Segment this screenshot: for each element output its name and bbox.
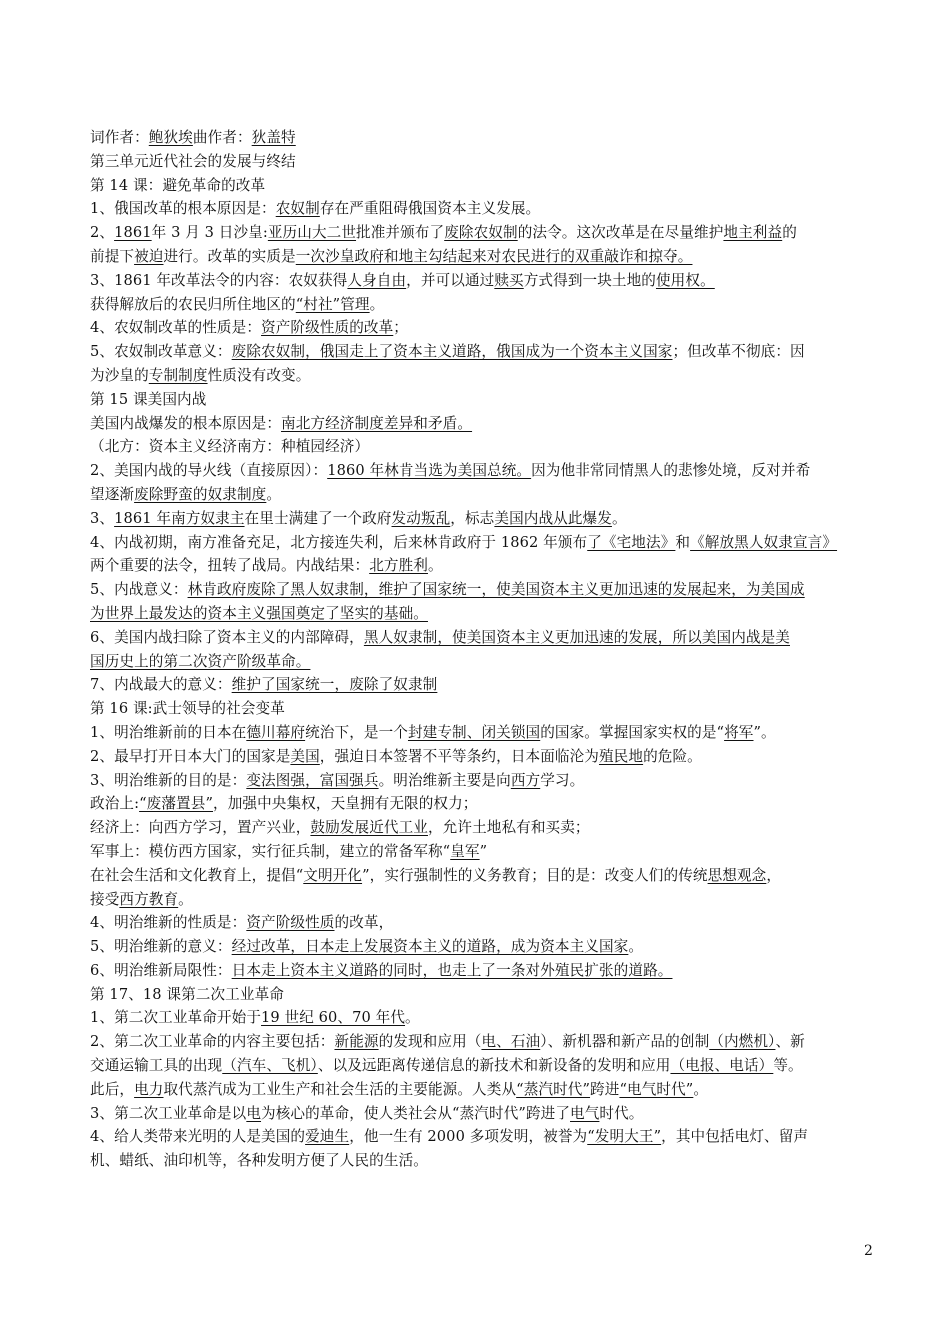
text-line [90, 673, 874, 697]
text-line [90, 911, 874, 935]
text-segment: ，强迫日本签署不平等条约，日本面临沦为 [319, 747, 599, 765]
underlined-answer: 林肯政府废除了黑人奴隶制，维护了国家统一，使美国资本主义更加迅速的发展起来，为美国成 [187, 581, 805, 599]
text-line [90, 340, 874, 364]
text-line [90, 412, 874, 436]
text-segment: 交通运输工具的出现 [90, 1057, 223, 1075]
text-line [90, 435, 874, 459]
underlined-answer: 封建专制、闭关锁国 [407, 723, 541, 741]
text-segment: 和 [675, 533, 691, 551]
text-segment: 存在严重阻碍俄国资本主义发展。 [319, 200, 541, 218]
text-segment: 军事上：模仿西方国家，实行征兵制，建立的常备军称“ [90, 842, 451, 860]
text-segment: 的国家。掌握国家实权的是“ [540, 723, 725, 741]
text-segment: 。 [611, 509, 627, 527]
underlined-answer: 皇军 [450, 842, 480, 860]
underlined-answer: 1860 年林肯当选为美国总统。 [327, 462, 532, 480]
text-line [90, 935, 874, 959]
text-segment: ，并可以通过 [406, 271, 495, 289]
underlined-answer: 美国内战从此爆发 [494, 509, 612, 527]
text-line [90, 1078, 874, 1102]
text-line [90, 626, 874, 650]
text-segment: ， [766, 866, 782, 884]
text-segment: ；但改革不彻底：因 [672, 343, 805, 361]
text-segment: 在里士满建了一个政府 [244, 509, 392, 527]
text-segment: ” [479, 842, 488, 860]
text-segment: 、新 [775, 1033, 805, 1051]
text-line [90, 221, 874, 245]
text-line [90, 197, 874, 221]
text-segment: 、以及远距离传递信息的新技术和新设备的发明和应用 [317, 1057, 671, 1075]
text-segment: 望逐渐 [90, 485, 135, 503]
text-segment: （北方：资本主义经济南方：种植园经济） [90, 438, 370, 456]
text-line [90, 507, 874, 531]
text-segment: 为核心的革命，使人类社会从“蒸汽时代”跨进了 [261, 1104, 571, 1122]
text-segment: 词作者： [90, 129, 149, 146]
text-segment: 4、给人类带来光明的人是美国的 [90, 1128, 306, 1146]
underlined-answer: 黑人奴隶制，使美国资本主义更加迅速的发展，所以美国内战是美 [363, 628, 790, 646]
underlined-answer: 电力 [134, 1080, 164, 1098]
text-segment: 。 [266, 485, 282, 503]
text-segment: 第三单元近代社会的发展与终结 [90, 152, 296, 170]
underlined-answer: 废除野蛮的奴隶制度 [134, 485, 267, 503]
text-line [90, 840, 874, 864]
text-segment: 经济上：向西方学习，置产兴业， [90, 819, 311, 837]
underlined-answer: 被迫 [134, 247, 164, 265]
text-line [90, 792, 874, 816]
underlined-answer: 鼓励发展近代工业 [310, 819, 428, 837]
text-segment: 5、农奴制改革意义： [90, 343, 232, 361]
text-segment: 两个重要的法令，扭转了战局。内战结果： [90, 557, 370, 575]
text-line [90, 959, 874, 983]
text-segment: 美国内战爆发的根本原因是： [90, 414, 282, 432]
underlined-answer: 鲍狄埃 [148, 129, 193, 146]
text-line [90, 888, 874, 912]
underlined-answer: 美国 [290, 747, 320, 765]
text-segment: 曲作者： [192, 129, 252, 146]
text-segment: 第 17、18 课第二次工业革命 [90, 985, 284, 1003]
text-segment: ”。 [753, 723, 776, 741]
underlined-answer: 南北方经济制度差异和矛盾。 [281, 414, 473, 432]
text-segment: ，他一生有 2000 多项发明，被誉为 [349, 1128, 588, 1146]
page-number: 2 [864, 1243, 873, 1259]
text-segment: 取代蒸汽成为工业生产和社会生活的主要能源。人类从 [163, 1080, 517, 1098]
underlined-answer: 电 [246, 1104, 262, 1122]
underlined-answer: 电、石油 [481, 1033, 541, 1051]
text-segment: ； [393, 319, 408, 337]
text-segment: 方式得到一块土地的 [523, 271, 656, 289]
text-segment: 。 [693, 1080, 709, 1098]
underlined-answer: 《解放黑人奴隶宣言》 [690, 533, 838, 551]
text-line [90, 1054, 874, 1078]
text-line [90, 531, 874, 555]
text-line [90, 1030, 874, 1054]
text-segment: 统治下，是一个 [305, 723, 408, 741]
underlined-answer: 日本走上资本主义道路的同时，也走上了一条对外殖民扩张的道路。 [231, 961, 673, 979]
underlined-answer: （内燃机） [709, 1033, 776, 1051]
text-segment: 2、第二次工业革命的内容主要包括： [90, 1033, 335, 1051]
text-line [90, 1149, 874, 1173]
text-segment: 前提下 [90, 247, 135, 265]
text-segment: 为沙皇的 [90, 366, 149, 384]
text-line [90, 578, 874, 602]
text-line [90, 293, 874, 317]
text-line [90, 126, 874, 150]
underlined-answer: “电气时代” [619, 1080, 694, 1098]
text-line [90, 1125, 874, 1149]
text-segment: 4、农奴制改革的性质是： [90, 319, 262, 337]
text-segment: ，允许土地私有和买卖； [427, 819, 590, 837]
underlined-answer: 将军 [724, 723, 754, 741]
text-segment: 2、 [90, 224, 115, 242]
text-line [90, 245, 874, 269]
text-segment: 5、内战意义： [90, 581, 188, 599]
underlined-answer: 人身自由 [347, 271, 407, 289]
text-segment: ，标志 [450, 509, 495, 527]
text-segment: 1、明治维新前的日本在 [90, 723, 247, 741]
underlined-answer: 北方胜利 [369, 557, 428, 575]
underlined-answer: 文明开化 [303, 866, 363, 884]
text-line [90, 269, 874, 293]
underlined-answer: 一次沙皇政府和地主勾结起来对农民进行的双重敲诈和掠夺。 [295, 247, 693, 265]
text-segment: 6、美国内战扫除了资本主义的内部障碍， [90, 628, 364, 646]
text-segment: 批准并颁布了 [356, 224, 445, 242]
text-line [90, 602, 874, 626]
text-segment: 。 [628, 938, 644, 956]
text-segment: 3、明治维新的目的是： [90, 771, 247, 789]
text-segment: 的危险。 [643, 747, 702, 765]
text-segment: 跨进 [590, 1080, 620, 1098]
text-line [90, 364, 874, 388]
underlined-answer: 西方教育 [119, 890, 179, 908]
text-segment: 1、第二次工业革命开始于 [90, 1009, 262, 1027]
text-line [90, 150, 874, 174]
text-segment: 3、第二次工业革命是以 [90, 1104, 247, 1122]
document-body [90, 126, 874, 1173]
text-segment: 的改革， [334, 914, 394, 932]
underlined-answer: 地主利益 [723, 224, 783, 242]
underlined-answer: 爱迪生 [305, 1128, 350, 1146]
text-segment: 时代。 [599, 1104, 644, 1122]
underlined-answer: 亚历山大二世 [267, 224, 357, 242]
underlined-answer: 资产阶级性质的改革 [261, 319, 394, 337]
text-segment: 在社会生活和文化教育上，提倡“ [90, 866, 304, 884]
underlined-answer: 变法图强，富国强兵 [246, 771, 379, 789]
text-segment: 。明治维新主要是向 [378, 771, 511, 789]
text-segment: 的发现和应用（ [378, 1033, 482, 1051]
text-segment: 因为他非常同情黑人的悲惨处境，反对并希 [531, 462, 811, 480]
underlined-answer: “废藩置县” [139, 795, 214, 813]
text-segment: ）、新机器和新产品的创制 [540, 1033, 710, 1051]
text-segment: 2、美国内战的导火线（直接原因）： [90, 462, 328, 480]
underlined-answer: 赎买 [494, 271, 524, 289]
text-segment: 获得解放后的农民归所住地区的 [90, 295, 296, 313]
text-segment: 7、内战最大的意义： [90, 676, 232, 694]
text-segment: 3、 [90, 509, 115, 527]
text-segment: 性质没有改变。 [207, 366, 311, 384]
text-segment: 6、明治维新局限性： [90, 961, 232, 979]
text-line [90, 697, 874, 721]
text-segment: 进行。改革的实质是 [163, 247, 296, 265]
underlined-answer: 电气 [570, 1104, 600, 1122]
text-segment: 。 [405, 1009, 420, 1027]
underlined-answer: 使用权。 [655, 271, 715, 289]
underlined-answer: 狄盖特 [251, 129, 296, 146]
text-segment: 3、1861 年改革法令的内容：农奴获得 [90, 271, 348, 289]
underlined-answer: 1861 年南方奴隶主 [114, 509, 245, 527]
text-segment: 的法令。这次改革是在尽量维护 [517, 224, 724, 242]
underlined-answer: 废除农奴制，俄国走上了资本主义道路，俄国成为一个资本主义国家 [231, 343, 673, 361]
underlined-answer: 殖民地 [598, 747, 644, 765]
text-segment: 4、明治维新的性质是： [90, 914, 247, 932]
text-line [90, 1006, 874, 1030]
text-segment: 的 [782, 224, 797, 242]
text-line [90, 459, 874, 483]
underlined-answer: 新能源 [334, 1033, 379, 1051]
text-line [90, 316, 874, 340]
text-segment: 第 14 课：避免革命的改革 [90, 176, 266, 194]
text-segment: 年 3 月 3 日沙皇: [151, 224, 268, 242]
text-line [90, 388, 874, 412]
underlined-answer: 德川幕府 [246, 723, 306, 741]
underlined-answer: “蒸汽时代” [516, 1080, 591, 1098]
text-line [90, 816, 874, 840]
text-segment: ，其中包括电灯、留声 [661, 1128, 809, 1146]
text-segment: ，加强中央集权，天皇拥有无限的权力； [213, 795, 478, 813]
text-segment: 第 16 课:武士领导的社会变革 [90, 700, 285, 718]
text-line [90, 174, 874, 198]
text-line [90, 745, 874, 769]
underlined-answer: （电报、电话） [670, 1057, 774, 1075]
text-segment: ”，实行强制性的义务教育；目的是：改变人们的传统 [362, 866, 708, 884]
underlined-answer: 农奴制 [275, 200, 320, 218]
text-segment: 1、俄国改革的根本原因是： [90, 200, 276, 218]
underlined-answer: 专制制度 [148, 366, 208, 384]
underlined-answer: 废除农奴制 [444, 224, 518, 242]
text-segment: 机、蜡纸、油印机等，各种发明方便了人民的生活。 [90, 1152, 428, 1170]
text-segment: 。 [427, 557, 443, 575]
text-line [90, 554, 874, 578]
text-segment: 5、明治维新的意义： [90, 938, 232, 956]
underlined-answer: （汽车、飞机） [222, 1057, 318, 1075]
text-segment: 第 15 课美国内战 [90, 390, 207, 408]
text-line [90, 1102, 874, 1126]
text-line [90, 650, 874, 674]
underlined-answer: 西方 [510, 771, 541, 789]
underlined-answer: 思想观念 [707, 866, 767, 884]
text-segment: 。 [178, 890, 193, 908]
underlined-answer: 发动叛乱 [391, 509, 451, 527]
text-segment: 4、内战初期，南方准备充足，北方接连失利，后来林肯政府于 1862 年颁布 [90, 533, 588, 551]
text-segment: 2、最早打开日本大门的国家是 [90, 747, 291, 765]
underlined-answer: 维护了国家统一，废除了奴隶制 [231, 676, 438, 694]
text-segment: 。 [369, 295, 385, 313]
text-line [90, 721, 874, 745]
underlined-answer: 为世界上最发达的资本主义强国奠定了坚实的基础。 [90, 604, 428, 622]
text-segment: 接受 [90, 890, 120, 908]
text-segment: 学习。 [540, 771, 585, 789]
underlined-answer: 经过改革，日本走上发展资本主义的道路，成为资本主义国家 [231, 938, 629, 956]
underlined-answer: 国历史上的第二次资产阶级革命。 [90, 652, 311, 670]
underlined-answer: 资产阶级性质 [246, 914, 335, 932]
text-segment: 政治上: [90, 795, 140, 813]
text-line [90, 864, 874, 888]
text-line [90, 769, 874, 793]
text-line [90, 983, 874, 1007]
text-line [90, 483, 874, 507]
underlined-answer: 19 世纪 60、70 年代 [261, 1009, 406, 1027]
underlined-answer: “发明大王” [587, 1128, 662, 1146]
underlined-answer: 了《宅地法》 [587, 533, 676, 551]
underlined-answer: “村社”管理 [295, 295, 370, 313]
text-segment: 等。 [773, 1057, 803, 1075]
underlined-answer: 1861 [114, 224, 152, 242]
text-segment: 此后， [90, 1080, 135, 1098]
